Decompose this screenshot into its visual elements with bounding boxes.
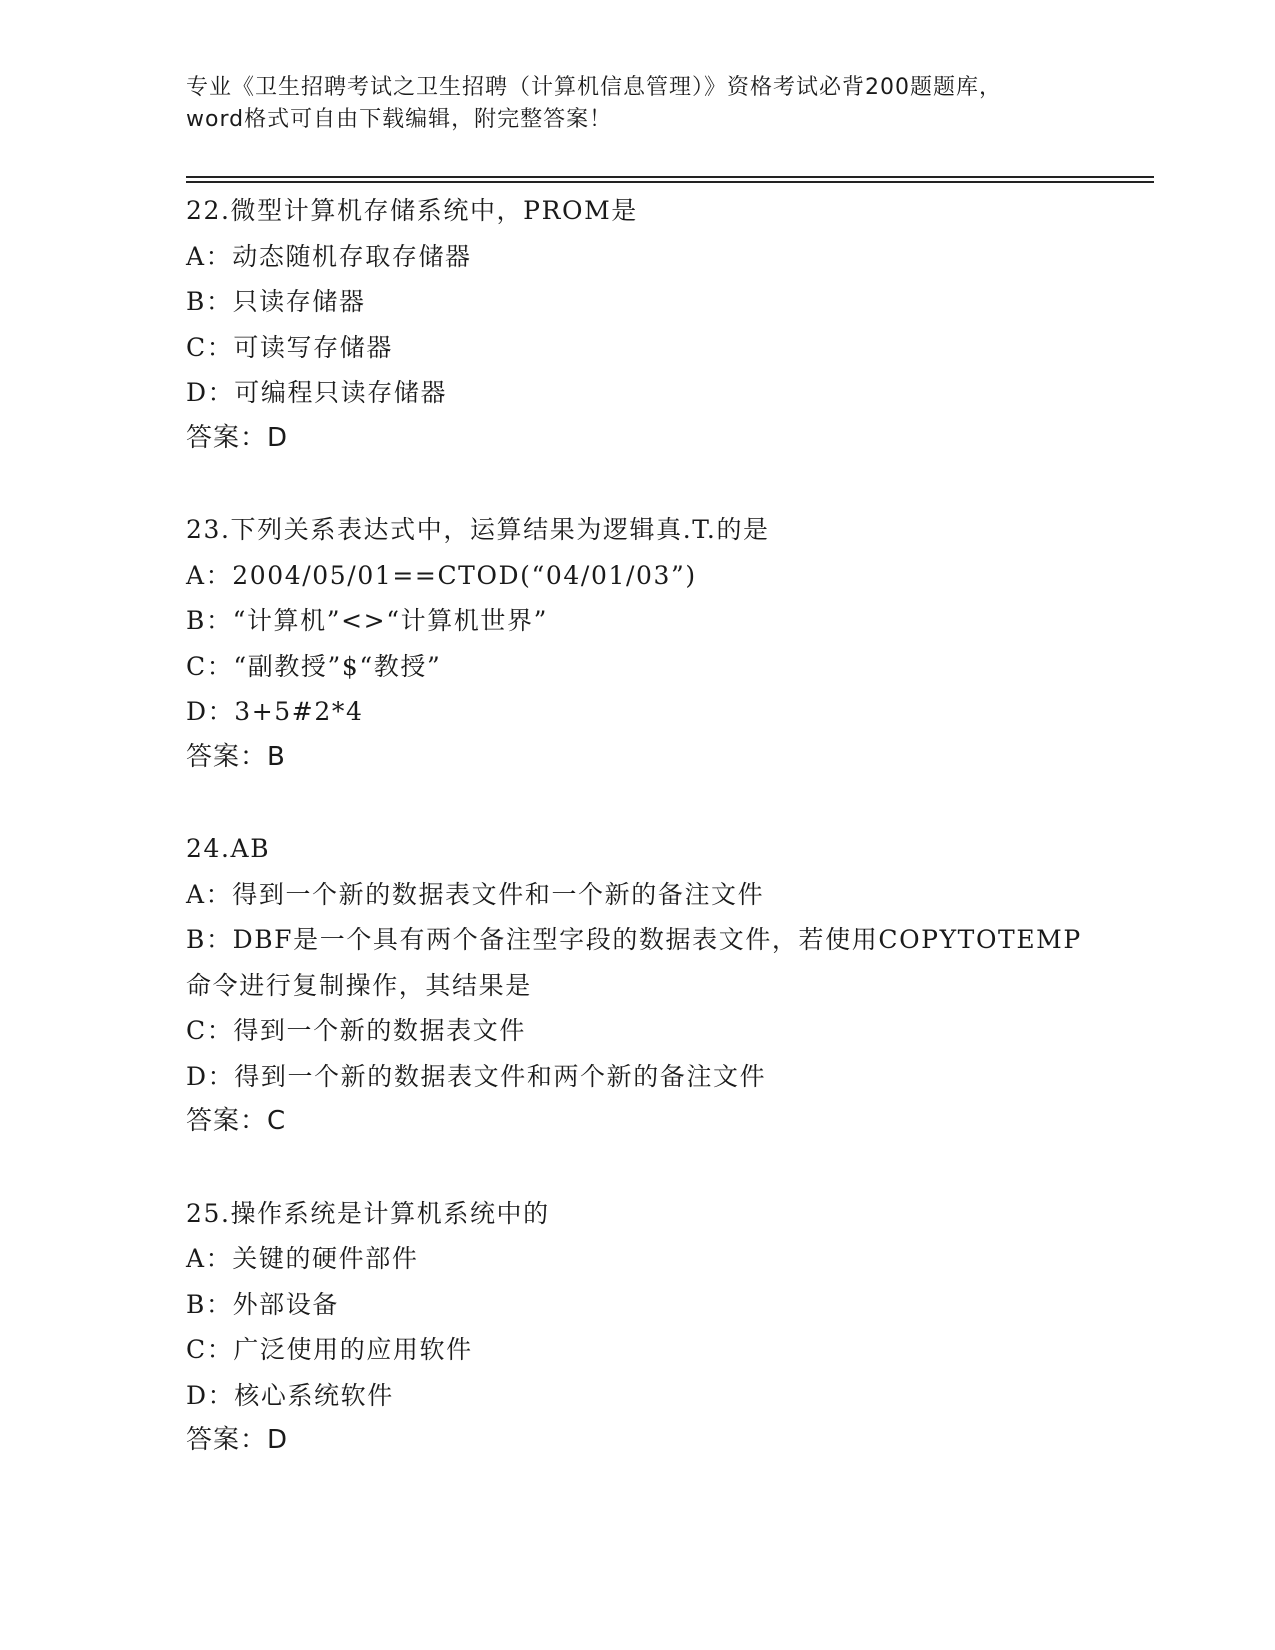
answer-label: 答案：D <box>186 422 289 453</box>
header-title-line-2: word格式可自由下载编辑，附完整答案！ <box>186 107 613 132</box>
option-d: D：3+5#2*4 <box>186 697 364 726</box>
option-a: A：2004/05/01==CTOD(“04/01/03”) <box>186 560 697 590</box>
option-d: D：得到一个新的数据表文件和两个新的备注文件 <box>186 1061 767 1091</box>
option-c: C：得到一个新的数据表文件 <box>186 1016 526 1045</box>
question-stem: 23.下列关系表达式中，运算结果为逻辑真.T.的是 <box>186 515 770 544</box>
option-a: A：动态随机存取存储器 <box>186 241 472 271</box>
question-23 <box>186 507 1146 780</box>
option-c: C：“副教授”$“教授” <box>186 651 442 681</box>
option-c: C：可读写存储器 <box>186 332 393 362</box>
header-title-line-1: 专业《卫生招聘考试之卫生招聘（计算机信息管理）》资格考试必背200题题库， <box>186 75 1002 100</box>
question-22 <box>186 188 1146 461</box>
header-divider-top <box>186 176 1154 178</box>
option-b: B：“计算机”<>“计算机世界” <box>186 606 548 635</box>
question-list <box>186 188 1146 1510</box>
question-stem: 24.AB <box>186 834 271 863</box>
answer-label: 答案：C <box>186 1106 287 1136</box>
question-25 <box>186 1191 1146 1464</box>
option-c: C：广泛使用的应用软件 <box>186 1335 473 1364</box>
answer-label: 答案：B <box>186 741 286 772</box>
question-stem: 25.操作系统是计算机系统中的 <box>186 1198 550 1228</box>
question-24 <box>186 826 1146 1145</box>
option-a: A：得到一个新的数据表文件和一个新的备注文件 <box>186 879 765 909</box>
option-b-continued: 命令进行复制操作，其结果是 <box>186 970 532 1000</box>
option-d: D：核心系统软件 <box>186 1380 394 1410</box>
question-stem: 22.微型计算机存储系统中，PROM是 <box>186 196 638 225</box>
option-d: D：可编程只读存储器 <box>186 378 448 407</box>
answer-label: 答案：D <box>186 1425 289 1455</box>
document-header <box>186 72 1086 136</box>
option-a: A：关键的硬件部件 <box>186 1244 419 1273</box>
option-b: B：外部设备 <box>186 1289 339 1319</box>
option-b: B：DBF是一个具有两个备注型字段的数据表文件，若使用COPYTOTEMP <box>186 925 1082 954</box>
option-b: B：只读存储器 <box>186 287 366 316</box>
header-divider-bottom <box>186 181 1154 183</box>
